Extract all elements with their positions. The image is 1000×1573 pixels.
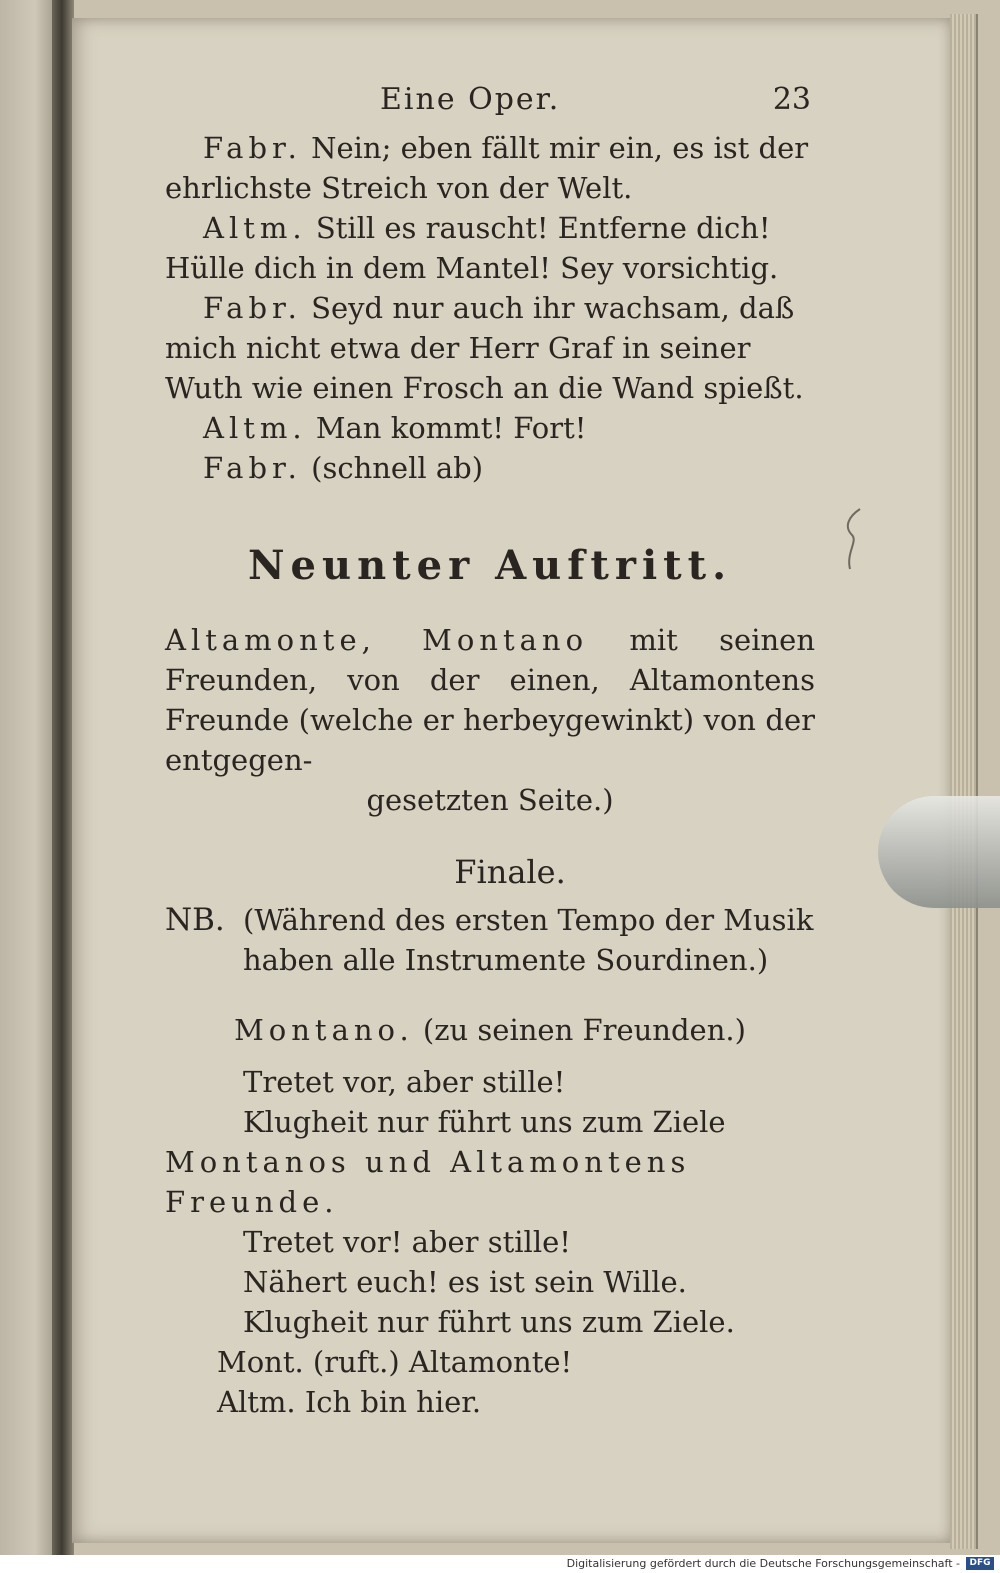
left-page-edge <box>0 0 58 1555</box>
stage-direction <box>165 620 815 780</box>
footer-credit: Digitalisierung gefördert durch die Deutsche Forschungsgemeinschaft - <box>566 1557 960 1570</box>
verse-line: Nähert euch! es ist sein Wille. <box>243 1265 687 1299</box>
pencil-mark <box>838 505 868 575</box>
speaker-name: Mont. <box>217 1345 304 1379</box>
speaker-name: Fabr. <box>203 291 302 325</box>
speaker-name: Montano. <box>234 1013 414 1047</box>
dialogue-text: (ruft.) Altamonte! <box>312 1345 573 1379</box>
dfg-logo: DFG <box>966 1557 994 1570</box>
speaker-name: Fabr. <box>203 451 302 485</box>
speaker-note: (zu seinen Freunden.) <box>422 1013 746 1047</box>
nb-text: (Während des ersten Tempo der Musik haben alle Instrumente Sourdinen.) <box>243 903 814 977</box>
page-text <box>165 80 815 1422</box>
dialogue-line <box>165 1342 815 1382</box>
scene-title: Neunter Auftritt. <box>247 542 733 589</box>
speaker-name: Altm. <box>203 411 307 445</box>
page-header <box>165 80 815 128</box>
nb-note <box>165 900 815 980</box>
nb-label: NB. <box>165 902 225 938</box>
finale-title: Finale. <box>454 853 566 891</box>
dialogue-line <box>165 288 815 408</box>
dialogue-text: Ich bin hier. <box>304 1385 482 1419</box>
speaker-name: Altm. <box>203 211 307 245</box>
verse-line: Tretet vor! aber stille! <box>243 1225 571 1259</box>
speaker-name: Fabr. <box>203 131 302 165</box>
dialogue-text: Nein; eben fällt mir ein, es ist der ehrlichste Streich von der Welt. <box>165 131 809 205</box>
stage-direction-end: gesetzten Seite.) <box>366 783 614 817</box>
stage-direction-text: mit seinen Freunden, von der einen, Altamontens Freunde (welche er herbeygewinkt) von der entgegen- <box>165 623 815 777</box>
page-stack-edge <box>950 14 978 1549</box>
speaker-heading <box>165 1010 815 1050</box>
dialogue-text: Seyd nur auch ihr wachsam, daß mich nicht etwa der Herr Graf in seiner Wuth wie einen Frosch an die Wand spießt. <box>165 291 804 405</box>
dialogue-line <box>165 208 815 288</box>
verse-line: Klugheit nur führt uns zum Ziele <box>243 1105 726 1139</box>
running-head: Eine Oper. <box>380 82 561 117</box>
bookmark-clip <box>878 796 1000 908</box>
speaker-name: Altm. <box>217 1385 296 1419</box>
dialogue-line <box>165 448 815 488</box>
dialogue-text: (schnell ab) <box>311 451 484 485</box>
chorus-speaker: Montanos und Altamontens Freunde. <box>165 1145 691 1219</box>
page-number: 23 <box>772 82 811 117</box>
dialogue-line <box>165 408 815 448</box>
book-gutter <box>52 0 74 1555</box>
verse-line: Tretet vor, aber stille! <box>243 1065 566 1099</box>
stage-direction-names: Altamonte, Montano <box>165 623 589 657</box>
verse-line: Klugheit nur führt uns zum Ziele. <box>243 1305 735 1339</box>
digitization-footer <box>0 1555 1000 1573</box>
dialogue-line <box>165 128 815 208</box>
dialogue-text: Still es rauscht! Entferne dich! Hülle dich in dem Mantel! Sey vorsichtig. <box>165 211 779 285</box>
dialogue-text: Man kommt! Fort! <box>315 411 587 445</box>
dialogue-line <box>165 1382 815 1422</box>
